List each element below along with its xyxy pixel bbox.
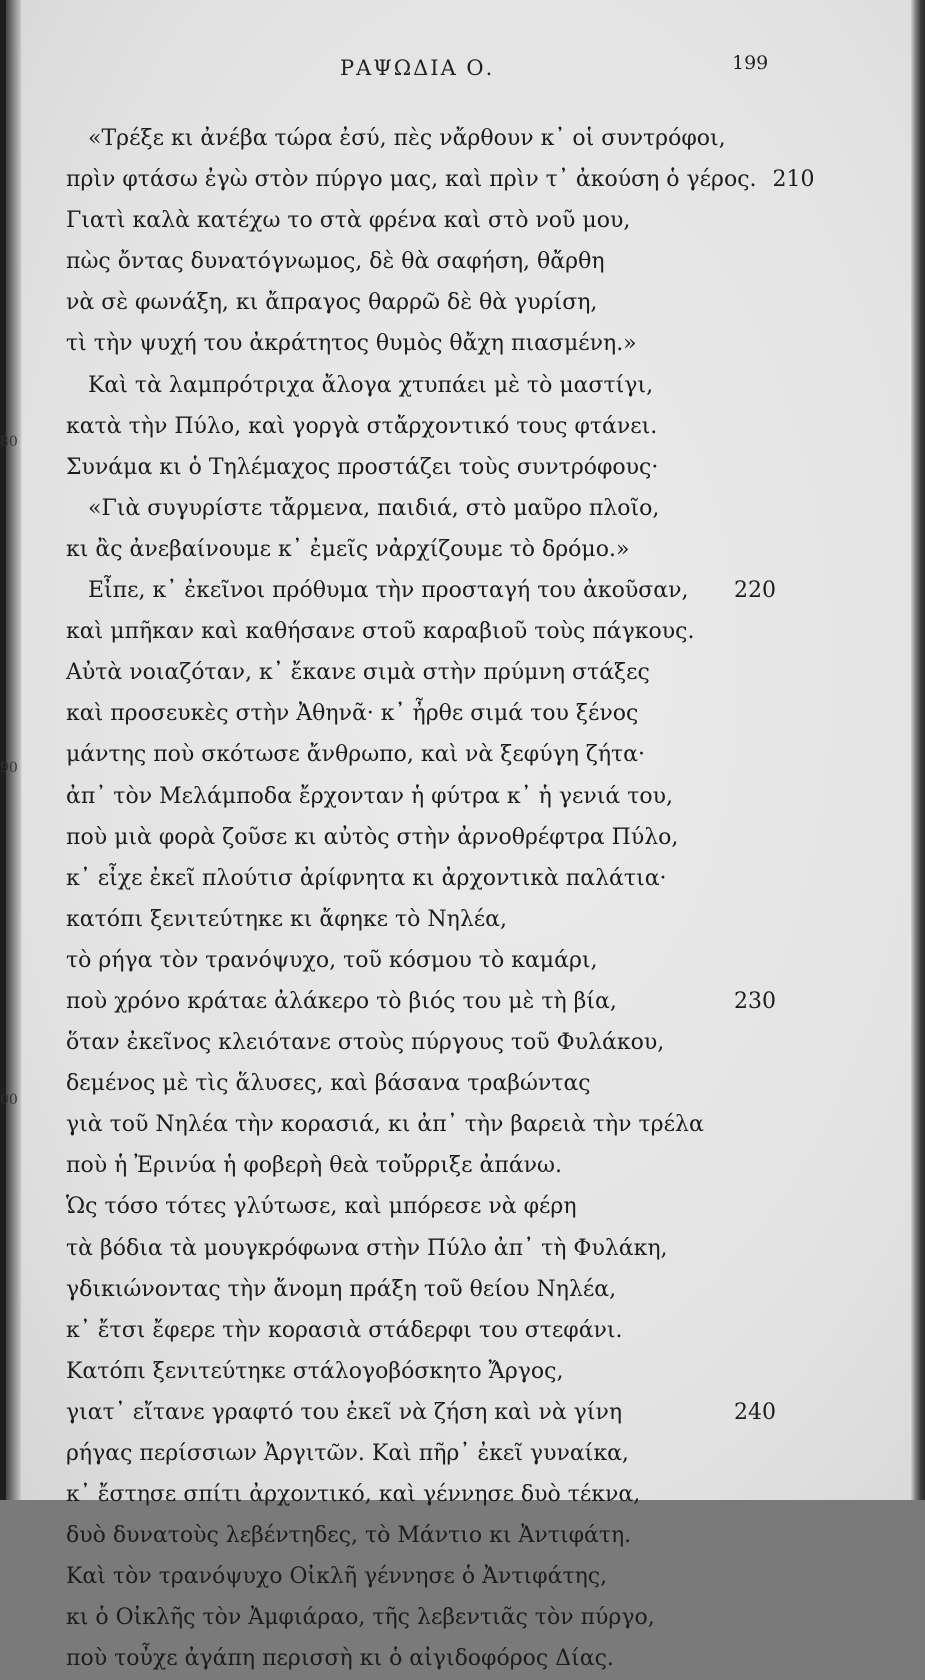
poem-line-text: πὼς ὄντας δυνατόγνωμος, δὲ θὰ σαφήση, θἄρθη: [66, 249, 605, 275]
margin-mark: 80: [0, 434, 18, 450]
poem-line: [22, 200, 911, 241]
poem-line-text: δεμένος μὲ τὶς ἅλυσες, καὶ βάσανα τραβώντας: [66, 1071, 591, 1097]
page-number: 199: [732, 52, 769, 74]
poem-line: [22, 940, 911, 981]
poem-line: [22, 159, 911, 200]
poem-text: [22, 118, 911, 1680]
poem-line-text: τὶ τὴν ψυχή του ἀκράτητος θυμὸς θἄχη πιασμένη.»: [66, 331, 637, 357]
poem-line: [22, 1351, 911, 1392]
poem-line-text: Γιατὶ καλὰ κατέχω το στὰ φρένα καὶ στὸ νοῦ μου,: [66, 208, 631, 234]
line-number: 240: [734, 1399, 776, 1425]
book-page: [22, 0, 911, 1672]
poem-line: [22, 693, 911, 734]
poem-line: [22, 282, 911, 323]
poem-line-text: κι ὁ Οἰκλῆς τὸν Ἀμφιάραο, τῆς λεβεντιᾶς τὸν πύργο,: [66, 1605, 655, 1631]
poem-line: [22, 899, 911, 940]
line-number: 210: [772, 167, 815, 193]
poem-line-text: κ᾿ εἶχε ἐκεῖ πλούτισ ἀρίφνητα κι ἀρχοντικὰ παλάτια·: [66, 865, 667, 891]
poem-line: [22, 447, 911, 488]
running-title: ΡΑΨΩΔΙΑ Ο.: [340, 56, 495, 80]
poem-line: [22, 118, 911, 159]
poem-line: [22, 406, 911, 447]
poem-line: [22, 1022, 911, 1063]
poem-line: [22, 776, 911, 817]
poem-line: [22, 1186, 911, 1227]
poem-line-text: ρήγας περίσσιων Ἀργιτῶν. Καὶ πῆρ᾿ ἐκεῖ γυναίκα,: [66, 1441, 629, 1466]
poem-line: [22, 1638, 911, 1679]
margin-mark: 90: [0, 760, 18, 776]
line-number: 230: [734, 988, 776, 1014]
poem-line-text: Καὶ τὰ λαμπρότριχα ἄλογα χτυπάει μὲ τὸ μαστίγι,: [88, 372, 654, 398]
margin-mark: 00: [0, 1092, 18, 1108]
poem-line-text: τὸ ρήγα τὸν τρανόψυχο, τοῦ κόσμου τὸ καμάρι,: [66, 947, 598, 973]
poem-line: [22, 1474, 911, 1515]
poem-line: [22, 241, 911, 282]
poem-line: [22, 858, 911, 899]
poem-line: [22, 570, 911, 611]
poem-line: [22, 529, 911, 570]
poem-line: [22, 611, 911, 652]
poem-line: [22, 1063, 911, 1104]
poem-line: [22, 1269, 911, 1310]
poem-line-text: ἀπ᾿ τὸν Μελάμποδα ἔρχονταν ἡ φύτρα κ᾿ ἡ γενιά του,: [66, 783, 673, 809]
line-number: 220: [734, 578, 776, 604]
poem-line-text: νὰ σὲ φωνάξη, κι ἄπραγος θαρρῶ δὲ θὰ γυρίση,: [66, 290, 598, 316]
poem-line-text: Καὶ τὸν τρανόψυχο Οἰκλῆ γέννησε ὁ Ἀντιφάτης,: [66, 1564, 608, 1590]
poem-line: [22, 1392, 911, 1433]
poem-line: [22, 323, 911, 364]
poem-line-text: γιὰ τοῦ Νηλέα τὴν κορασιά, κι ἀπ᾿ τὴν βαρειὰ τὴν τρέλα: [66, 1112, 704, 1138]
poem-line-text: κ᾿ ἔστησε σπίτι ἀρχοντικό, καὶ γέννησε δυὸ τέκνα,: [66, 1482, 641, 1508]
poem-line-text: κατόπι ξενιτεύτηκε κι ἄφηκε τὸ Νηλέα,: [66, 906, 508, 932]
poem-line-text: δυὸ δυνατοὺς λεβέντηδες, τὸ Μάντιο κι Ἀντιφάτη.: [66, 1523, 632, 1549]
poem-line-text: κι ἂς ἀνεβαίνουμε κ᾿ ἐμεῖς νἀρχίζουμε τὸ δρόμο.»: [66, 536, 630, 562]
poem-line: [22, 652, 911, 693]
poem-line: [22, 817, 911, 858]
poem-line-text: κατὰ τὴν Πύλο, καὶ γοργὰ στἄρχοντικό τους φτάνει.: [66, 413, 658, 439]
poem-line-text: τὰ βόδια τὰ μουγκρόφωνα στὴν Πύλο ἀπ᾿ τὴ Φυλάκη,: [66, 1235, 668, 1261]
poem-line-text: Συνάμα κι ὁ Τηλέμαχος προστάζει τοὺς συντρόφους·: [66, 454, 659, 480]
poem-line-text: γιατ᾿ εἴτανε γραφτό του ἐκεῖ νὰ ζήση καὶ νὰ γίνη: [66, 1399, 623, 1425]
scan-border: [911, 0, 925, 1500]
facing-page-edge: [0, 0, 6, 1500]
poem-line-text: καὶ προσευκὲς στὴν Ἀθηνᾶ· κ᾿ ἦρθε σιμά του ξένος: [66, 701, 639, 727]
poem-line: [22, 365, 911, 406]
poem-line-text: «Γιὰ συγυρίστε τἄρμενα, παιδιά, στὸ μαῦρο πλοῖο,: [88, 495, 660, 521]
poem-line-text: καὶ μπῆκαν καὶ καθήσανε στοῦ καραβιοῦ τοὺς πάγκους.: [66, 619, 695, 645]
poem-line-text: «Τρέξε κι ἀνέβα τώρα ἐσύ, πὲς νἄρθουν κ᾿ οἱ συντρόφοι,: [88, 126, 726, 151]
poem-line-text: ποὺ ἡ Ἐρινύα ἡ φοβερὴ θεὰ τοὔρριξε ἀπάνω.: [66, 1153, 562, 1179]
poem-line-text: ὅταν ἐκεῖνος κλειότανε στοὺς πύργους τοῦ Φυλάκου,: [66, 1030, 665, 1056]
poem-line-text: κ᾿ ἔτσι ἔφερε τὴν κορασιὰ στάδερφι του στεφάνι.: [66, 1317, 623, 1343]
poem-line-text: Κατόπι ξενιτεύτηκε στάλογοβόσκητο Ἄργος,: [66, 1358, 564, 1384]
poem-line-text: Αὐτὰ νοιαζόταν, κ᾿ ἔκανε σιμὰ στὴν πρύμνη στάξες: [66, 660, 650, 686]
poem-line-text: πρὶν φτάσω ἐγὼ στὸν πύργο μας, καὶ πρὶν τ᾿ ἀκούση ὁ γέρος. 210: [66, 167, 815, 193]
poem-line: [22, 981, 911, 1022]
page-header: [22, 52, 911, 92]
poem-line-text: ποὺ τοὖχε ἀγάπη περισσὴ κι ὁ αἰγιδοφόρος Δίας.: [66, 1646, 614, 1672]
poem-line-text: μάντης ποὺ σκότωσε ἄνθρωπο, καὶ νὰ ξεφύγη ζήτα·: [66, 742, 646, 768]
poem-line-text: Ὡς τόσο τότες γλύτωσε, καὶ μπόρεσε νὰ φέρη: [66, 1194, 577, 1220]
poem-line: [22, 1104, 911, 1145]
poem-line-text: ποὺ μιὰ φορὰ ζοῦσε κι αὐτὸς στὴν ἀρνοθρέφτρα Πύλο,: [66, 824, 679, 850]
poem-line: [22, 1310, 911, 1351]
poem-line-text: γδικιώνοντας τὴν ἄνομη πράξη τοῦ θείου Νηλέα,: [66, 1276, 617, 1302]
poem-line: [22, 1597, 911, 1638]
poem-line: [22, 488, 911, 529]
poem-line: [22, 1228, 911, 1269]
poem-line: [22, 1515, 911, 1556]
poem-line: [22, 1145, 911, 1186]
poem-line: [22, 1433, 911, 1474]
poem-line-text: ποὺ χρόνο κράταε ἀλάκερο τὸ βιός του μὲ τὴ βία,: [66, 988, 617, 1014]
poem-line: [22, 1556, 911, 1597]
poem-line: [22, 734, 911, 775]
poem-line-text: Εἶπε, κ᾿ ἐκεῖνοι πρόθυμα τὴν προσταγή του ἀκοῦσαν,: [88, 578, 689, 604]
